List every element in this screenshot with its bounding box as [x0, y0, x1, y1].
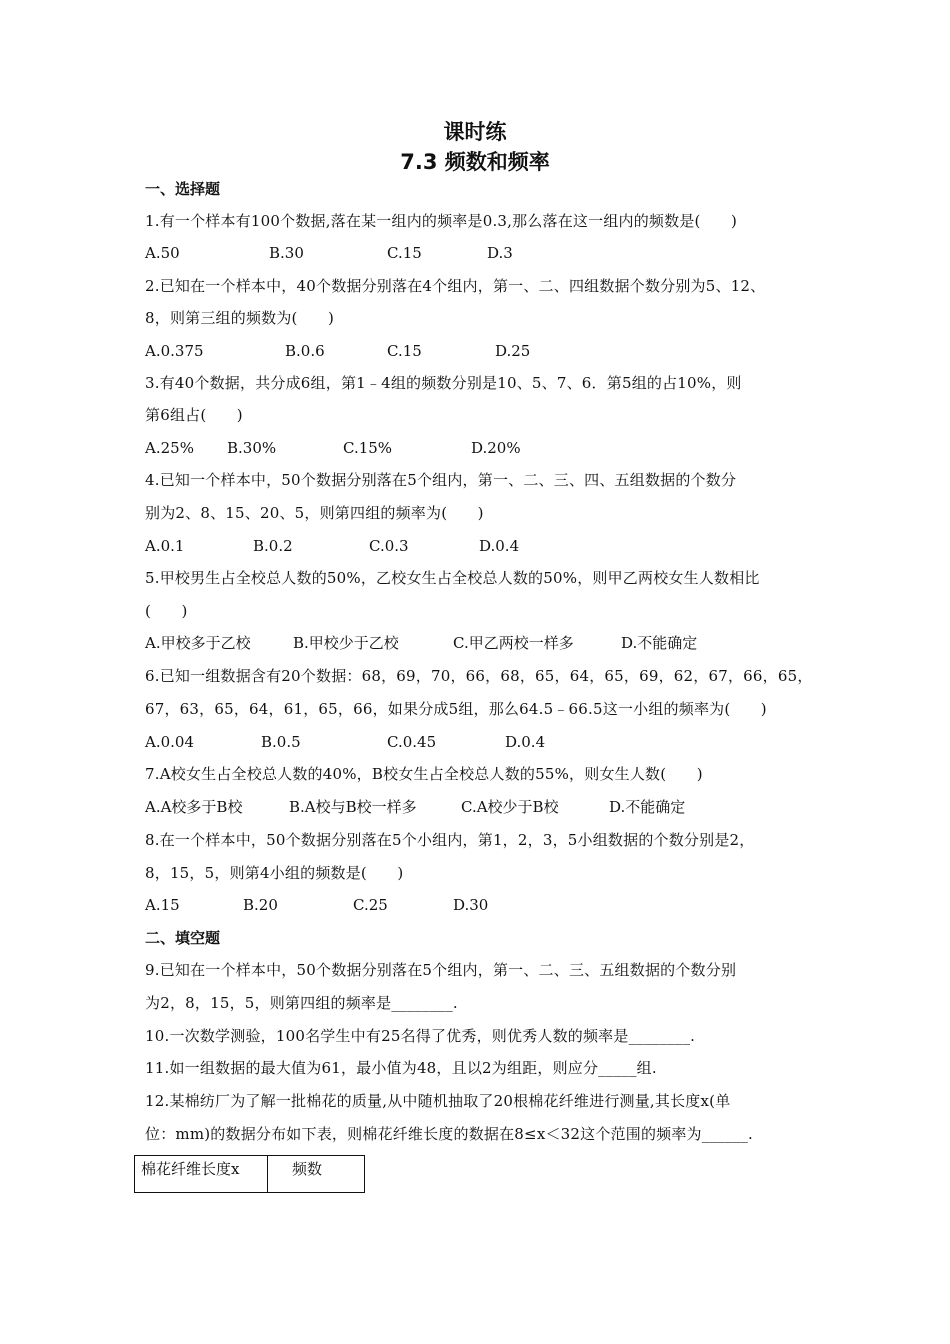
option-a: A.A校多于B校 — [145, 798, 243, 816]
question-11-text: 11.如一组数据的最大值为61，最小值为48，且以2为组距，则应分_____组. — [145, 1059, 657, 1077]
option-b: B.20 — [243, 896, 278, 914]
question-7-text: 7.A校女生占全校总人数的40%，B校女生占全校总人数的55%，则女生人数( ) — [145, 765, 703, 783]
table-header-frequency: 频数 — [268, 1156, 365, 1193]
question-2-line-2: 8，则第三组的频数为( ) — [145, 309, 335, 327]
section-choice-heading: 一、选择题 — [145, 180, 221, 198]
question-1-text: 1.有一个样本有100个数据,落在某一组内的频率是0.3,那么落在这一组内的频数是( ) — [145, 212, 738, 230]
table-header-length: 棉花纤维长度x — [135, 1156, 268, 1193]
option-b: B.A校与B校一样多 — [289, 798, 417, 816]
question-4-line-2: 别为2、8、15、20、5，则第四组的频率为( ) — [145, 504, 484, 522]
option-c: C.15% — [343, 439, 393, 457]
option-d: D.不能确定 — [621, 634, 698, 652]
option-d: D.3 — [487, 244, 513, 262]
option-a: A.50 — [145, 244, 180, 262]
question-5-line-1: 5.甲校男生占全校总人数的50%，乙校女生占全校总人数的50%，则甲乙两校女生人数相比 — [145, 569, 760, 587]
question-6-line-1: 6.已知一组数据含有20个数据：68，69，70，66，68，65，64，65，69，62，67，66，65， — [145, 667, 813, 685]
fiber-length-frequency-table — [134, 1155, 365, 1193]
page-subtitle: 7.3 频数和频率 — [400, 150, 550, 174]
option-c: C.15 — [387, 244, 422, 262]
question-10-text: 10.一次数学测验，100名学生中有25名得了优秀，则优秀人数的频率是________. — [145, 1027, 696, 1045]
option-c: C.0.3 — [369, 537, 409, 555]
option-c: C.A校少于B校 — [461, 798, 559, 816]
question-9-line-2: 为2，8，15，5，则第四组的频率是________. — [145, 994, 458, 1012]
option-c: C.25 — [353, 896, 388, 914]
option-a: A.0.04 — [145, 733, 194, 751]
option-a: A.0.1 — [145, 537, 185, 555]
option-d: D.25 — [495, 342, 531, 360]
page-title: 课时练 — [443, 120, 507, 144]
option-b: B.0.5 — [261, 733, 301, 751]
option-a: A.15 — [145, 896, 180, 914]
option-b: B.0.2 — [253, 537, 293, 555]
question-8-line-1: 8.在一个样本中，50个数据分别落在5个小组内，第1，2，3，5小组数据的个数分别是2， — [145, 831, 755, 849]
question-12-line-1: 12.某棉纺厂为了解一批棉花的质量,从中随机抽取了20根棉花纤维进行测量,其长度x(单 — [145, 1092, 731, 1110]
question-8-line-2: 8，15，5，则第4小组的频数是( ) — [145, 864, 404, 882]
option-c: C.0.45 — [387, 733, 437, 751]
option-c: C.甲乙两校一样多 — [453, 634, 574, 652]
option-a: A.甲校多于乙校 — [145, 634, 251, 652]
option-d: D.20% — [471, 439, 521, 457]
option-b: B.30 — [269, 244, 304, 262]
option-a: A.0.375 — [145, 342, 204, 360]
question-6-line-2: 67，63，65，64，61，65，66，如果分成5组，那么64.5﹣66.5这一小组的频率为( ) — [145, 700, 767, 718]
question-4-line-1: 4.已知一个样本中，50个数据分别落在5个组内，第一、二、三、四、五组数据的个数分 — [145, 471, 737, 489]
option-b: B.甲校少于乙校 — [293, 634, 399, 652]
option-a: A.25% — [145, 439, 194, 457]
option-b: B.0.6 — [285, 342, 325, 360]
question-3-line-2: 第6组占( ) — [145, 406, 243, 424]
option-d: D.0.4 — [505, 733, 546, 751]
table-header-row — [135, 1156, 365, 1193]
question-3-line-1: 3.有40个数据，共分成6组，第1﹣4组的频数分别是10、5、7、6．第5组的占10%，则 — [145, 374, 742, 392]
option-d: D.不能确定 — [609, 798, 686, 816]
option-d: D.0.4 — [479, 537, 520, 555]
option-d: D.30 — [453, 896, 489, 914]
question-2-line-1: 2.已知在一个样本中，40个数据分别落在4个组内，第一、二、四组数据个数分别为5、12、 — [145, 277, 766, 295]
question-12-line-2: 位：mm)的数据分布如下表，则棉花纤维长度的数据在8≤x＜32这个范围的频率为______. — [145, 1125, 753, 1143]
option-b: B.30% — [227, 439, 277, 457]
option-c: C.15 — [387, 342, 422, 360]
section-fill-heading: 二、填空题 — [145, 929, 221, 947]
question-5-line-2: ( ) — [145, 602, 188, 620]
question-9-line-1: 9.已知在一个样本中，50个数据分别落在5个组内，第一、二、三、五组数据的个数分别 — [145, 961, 737, 979]
